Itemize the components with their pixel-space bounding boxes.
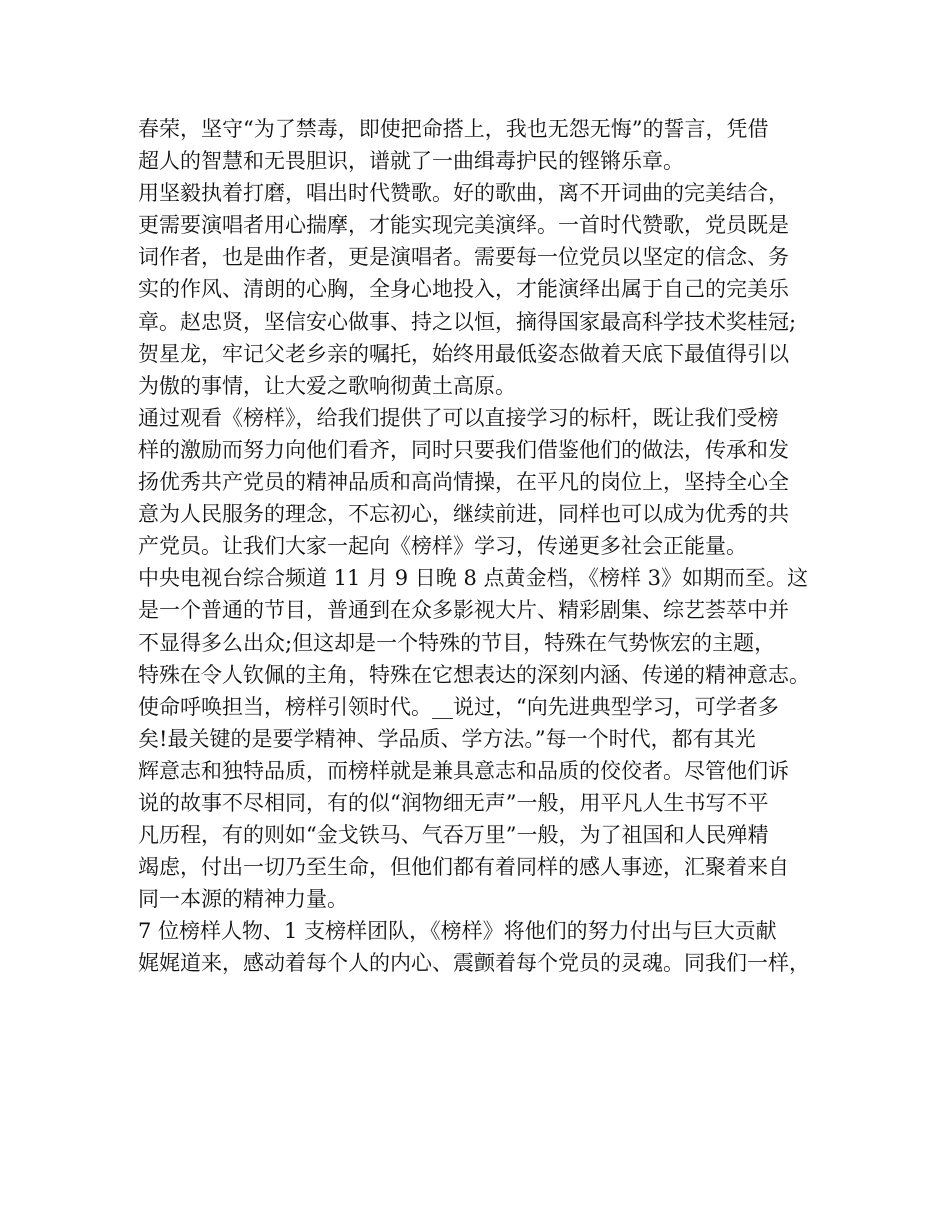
text-line: 超人的智慧和无畏胆识，谱就了一曲缉毒护民的铿锵乐章。 [138,149,684,174]
text-line: 样的激励而努力向他们看齐，同时只要我们借鉴他们的做法，传承和发 [138,437,789,462]
text-line: 通过观看《榜样》，给我们提供了可以直接学习的标杆，既让我们受榜 [138,405,779,430]
text-line: 凡历程，有的则如“金戈铁马、气吞万里”一般，为了祖国和人民殚精 [138,823,769,848]
text-line: 竭虑，付出一切乃至生命，但他们都有着同样的感人事迹，汇聚着来自 [138,855,789,880]
text-line: 意为人民服务的理念，不忘初心，继续前进，同样也可以成为优秀的共 [138,502,789,527]
text-line: 是一个普通的节目，普通到在众多影视大片、精彩剧集、综艺荟萃中并 [138,598,789,623]
text-line: 扬优秀共产党员的精神品质和高尚情操，在平凡的岗位上，坚持全心全 [138,470,789,495]
text-line: 辉意志和独特品质，而榜样就是兼具意志和品质的佼佼者。尽管他们诉 [138,758,789,783]
text-line: 娓娓道来，感动着每个人的内心、震颤着每个党员的灵魂。同我们一样， [138,951,810,976]
text-line: 章。赵忠贤，坚信安心做事、持之以恒，摘得国家最高科学技术奖桂冠; [138,309,797,334]
text-line: 为傲的事情，让大爱之歌响彻黄土高原。 [138,373,516,398]
text-line: 产党员。让我们大家一起向《榜样》学习，传递更多社会正能量。 [138,534,747,559]
text-line: 中央电视台综合频道 11 月 9 日晚 8 点黄金档，《榜样 3》如期而至。这 [138,566,809,591]
body-text [138,113,838,980]
text-line: 同一本源的精神力量。 [138,887,348,912]
text-line: 贺星龙，牢记父老乡亲的嘱托，始终用最低姿态做着天底下最值得引以 [138,341,789,366]
text-line: 矣!最关键的是要学精神、学品质、学方法。”每一个时代，都有其光 [138,726,756,751]
text-line: 春荣，坚守“为了禁毒，即使把命搭上，我也无怨无悔”的誓言，凭借 [138,117,769,141]
text-line: 特殊在令人钦佩的主角，特殊在它想表达的深刻内涵、传递的精神意志。 [138,662,810,687]
text-line: 更需要演唱者用心揣摩，才能实现完美演绎。一首时代赞歌，党员既是 [138,213,789,238]
text-line: 说的故事不尽相同，有的似“润物细无声”一般，用平凡人生书写不平 [138,790,769,815]
text-line: 词作者，也是曲作者，更是演唱者。需要每一位党员以坚定的信念、务 [138,245,789,270]
text-line: 不显得多么出众;但这却是一个特殊的节目，特殊在气势恢宏的主题， [138,630,776,655]
text-line: 用坚毅执着打磨，唱出时代赞歌。好的歌曲，离不开词曲的完美结合， [138,181,789,206]
text-line: 7 位榜样人物、1 支榜样团队，《榜样》将他们的努力付出与巨大贡献 [138,919,777,944]
text-line: 实的作风、清朗的心胸，全身心地投入，才能演绎出属于自己的完美乐 [138,277,789,302]
text-line: 使命呼唤担当，榜样引领时代。__说过，“向先进典型学习，可学者多 [138,694,779,719]
